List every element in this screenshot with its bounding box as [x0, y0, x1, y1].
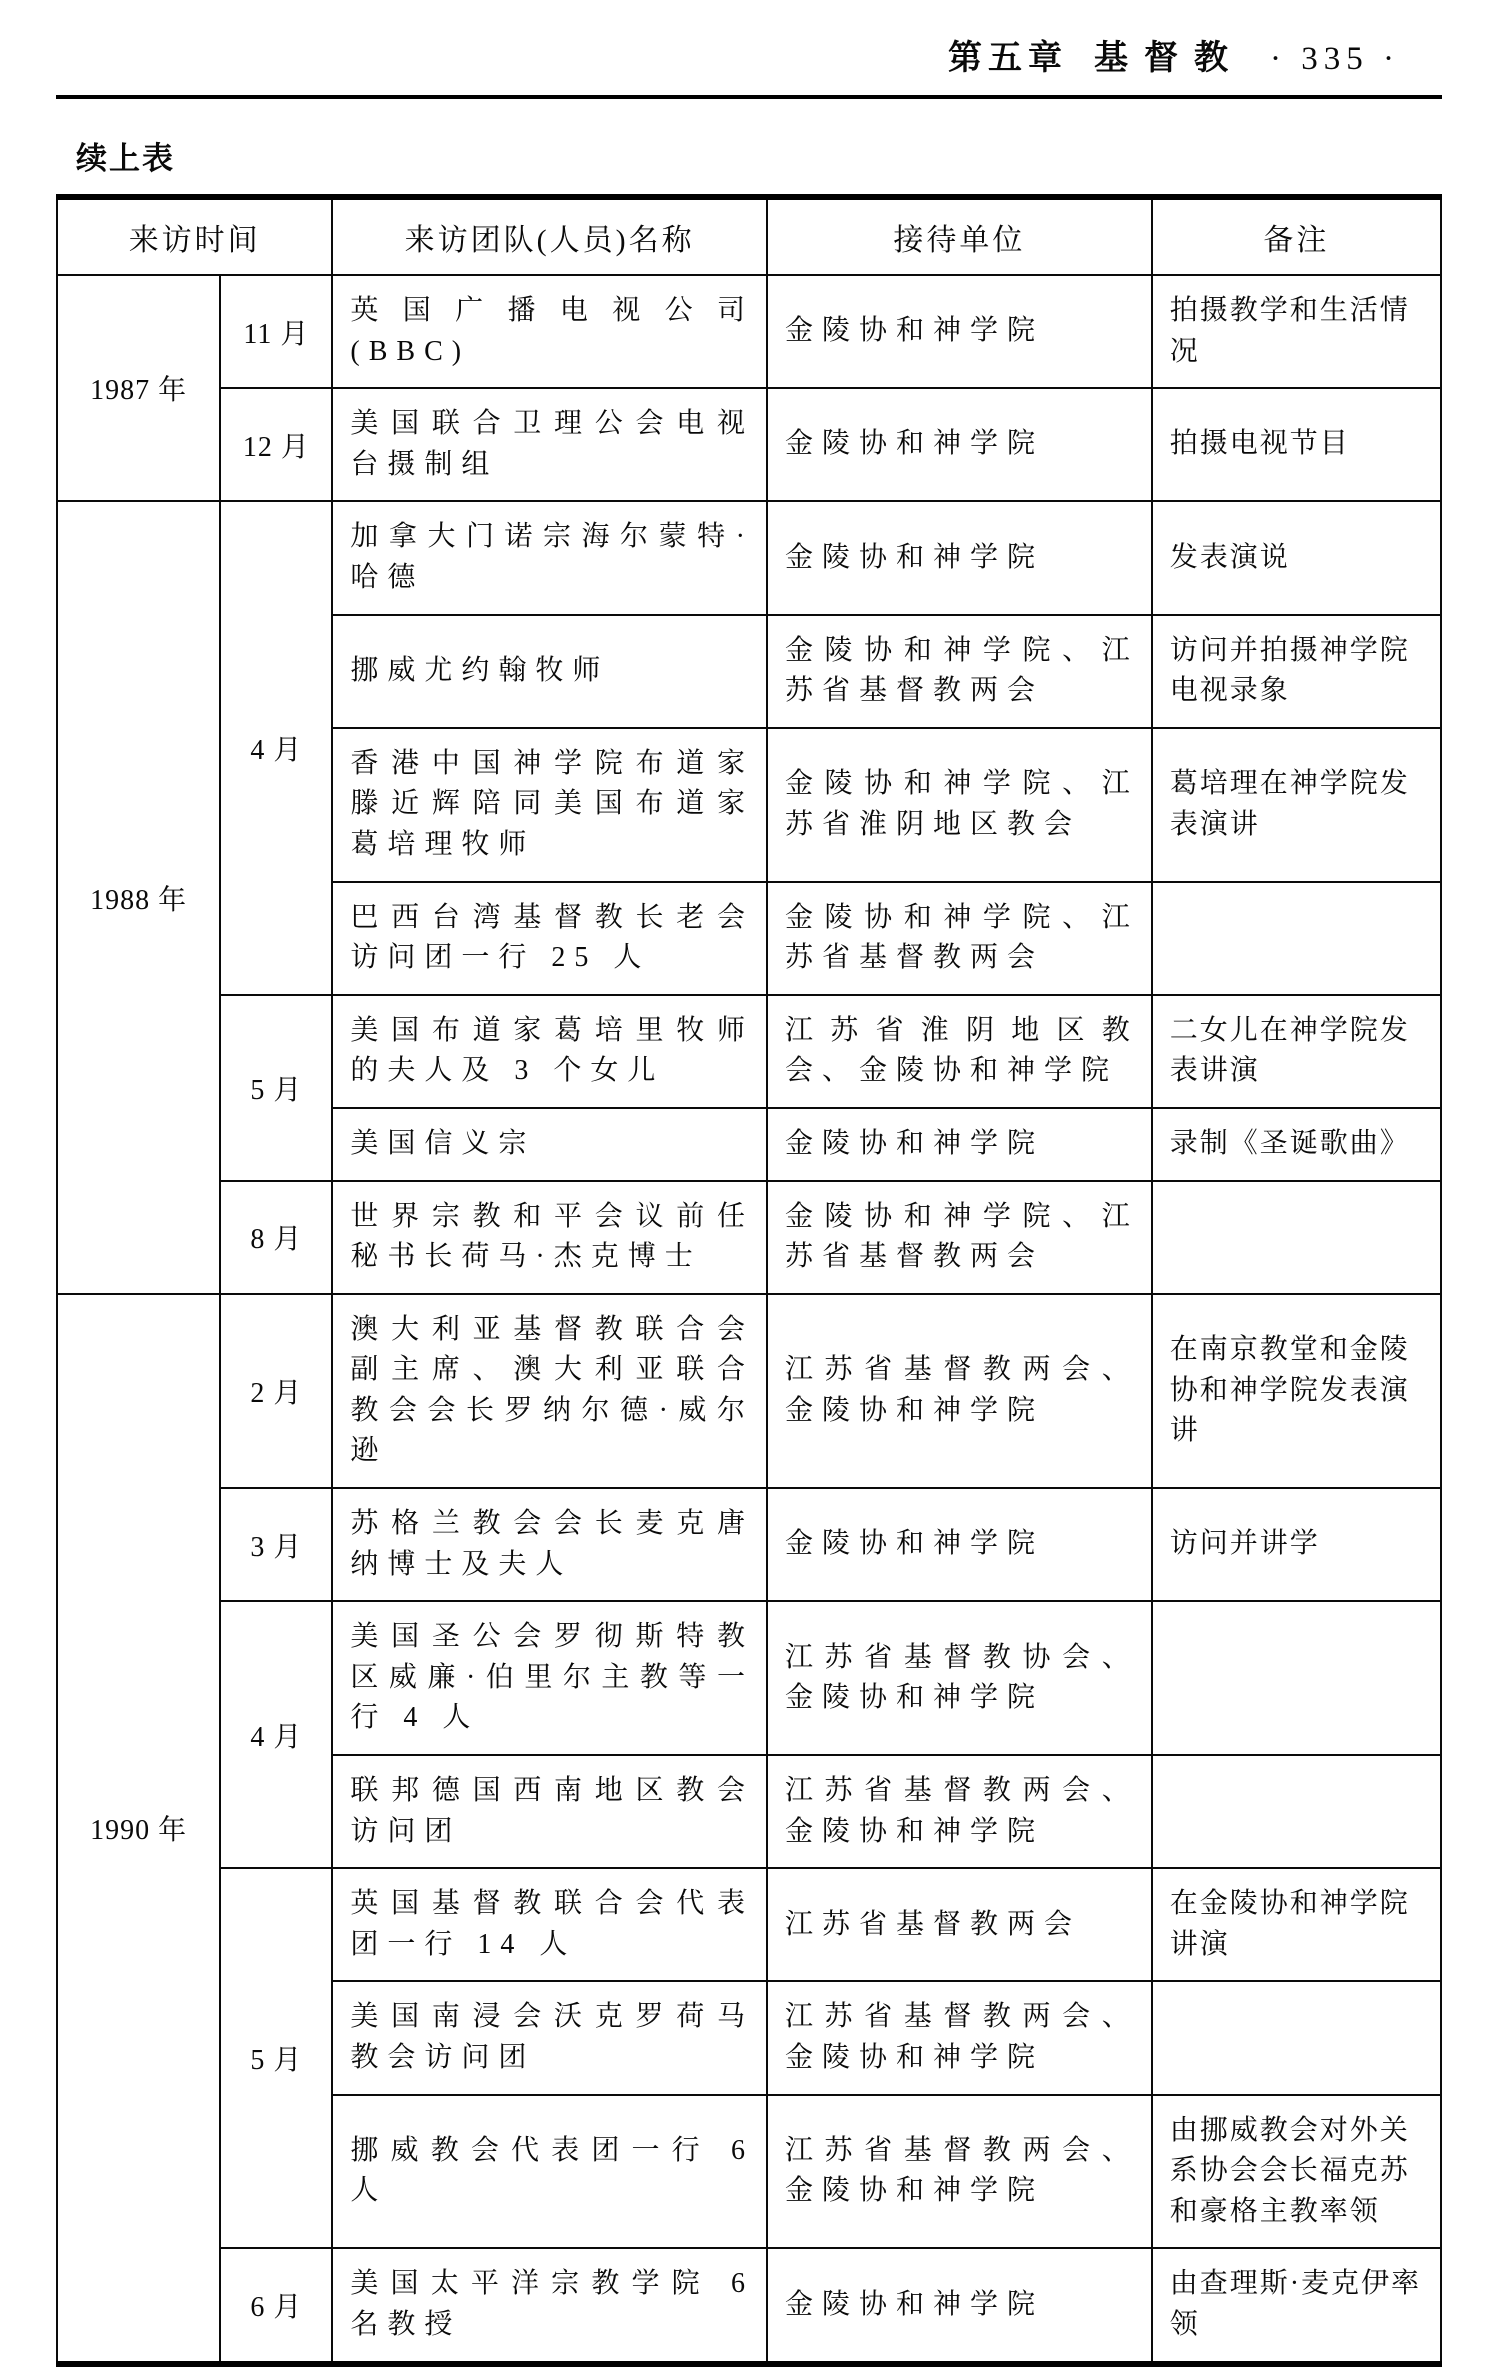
table-row [57, 275, 1441, 388]
month-cell: 2 月 [220, 1294, 332, 1488]
remark-cell: 由挪威教会对外关系协会会长福克苏和豪格主教率领 [1152, 2095, 1441, 2249]
month-cell: 4 月 [220, 1601, 332, 1868]
remark-cell: 发表演说 [1152, 501, 1441, 614]
group-name-cell: 美国信义宗 [332, 1108, 767, 1181]
remark-cell: 访问并讲学 [1152, 1488, 1441, 1601]
group-name-cell: 巴西台湾基督教长老会访问团一行 25 人 [332, 882, 767, 995]
table-row [57, 1181, 1441, 1294]
month-cell: 5 月 [220, 1868, 332, 2248]
table-row [57, 388, 1441, 501]
month-cell: 12 月 [220, 388, 332, 501]
column-header-remark: 备注 [1152, 197, 1441, 275]
group-name-cell: 世界宗教和平会议前任秘书长荷马·杰克博士 [332, 1181, 767, 1294]
group-name-cell: 英国广播电视公司(BBC) [332, 275, 767, 388]
running-head [56, 30, 1442, 79]
table-row [57, 1294, 1441, 1488]
year-cell: 1990 年 [57, 1294, 220, 2364]
remark-cell: 录制《圣诞歌曲》 [1152, 1108, 1441, 1181]
visits-table [56, 194, 1442, 2367]
visits-table-header [57, 197, 1441, 275]
host-unit-cell: 金陵协和神学院、江苏省淮阴地区教会 [767, 728, 1152, 882]
host-unit-cell: 金陵协和神学院 [767, 1108, 1152, 1181]
month-cell: 3 月 [220, 1488, 332, 1601]
table-row [57, 2248, 1441, 2363]
column-header-group-name: 来访团队(人员)名称 [332, 197, 767, 275]
month-cell: 6 月 [220, 2248, 332, 2363]
month-cell: 5 月 [220, 995, 332, 1181]
host-unit-cell: 江苏省基督教两会、金陵协和神学院 [767, 1294, 1152, 1488]
host-unit-cell: 江苏省基督教两会 [767, 1868, 1152, 1981]
host-unit-cell: 江苏省基督教两会、金陵协和神学院 [767, 2095, 1152, 2249]
host-unit-cell: 金陵协和神学院 [767, 275, 1152, 388]
group-name-cell: 美国南浸会沃克罗荷马教会访问团 [332, 1981, 767, 2094]
host-unit-cell: 江苏省基督教两会、金陵协和神学院 [767, 1755, 1152, 1868]
group-name-cell: 澳大利亚基督教联合会副主席、澳大利亚联合教会会长罗纳尔德·威尔逊 [332, 1294, 767, 1488]
remark-cell [1152, 1181, 1441, 1294]
column-header-host-unit: 接待单位 [767, 197, 1152, 275]
remark-cell [1152, 882, 1441, 995]
remark-cell: 在金陵协和神学院讲演 [1152, 1868, 1441, 1981]
table-row [57, 1868, 1441, 1981]
column-header-visit-time: 来访时间 [57, 197, 332, 275]
remark-cell: 葛培理在神学院发表演讲 [1152, 728, 1441, 882]
host-unit-cell: 金陵协和神学院、江苏省基督教两会 [767, 615, 1152, 728]
group-name-cell: 英国基督教联合会代表团一行 14 人 [332, 1868, 767, 1981]
table-continuation-note: 续上表 [76, 141, 175, 176]
remark-cell: 由查理斯·麦克伊率领 [1152, 2248, 1441, 2363]
host-unit-cell: 江苏省基督教两会、金陵协和神学院 [767, 1981, 1152, 2094]
month-cell: 8 月 [220, 1181, 332, 1294]
table-row [57, 1601, 1441, 1755]
group-name-cell: 美国联合卫理公会电视台摄制组 [332, 388, 767, 501]
remark-cell: 拍摄教学和生活情况 [1152, 275, 1441, 388]
remark-cell: 访问并拍摄神学院电视录象 [1152, 615, 1441, 728]
group-name-cell: 加拿大门诺宗海尔蒙特·哈德 [332, 501, 767, 614]
group-name-cell: 美国圣公会罗彻斯特教区威廉·伯里尔主教等一行 4 人 [332, 1601, 767, 1755]
host-unit-cell: 金陵协和神学院、江苏省基督教两会 [767, 1181, 1152, 1294]
remark-cell [1152, 1755, 1441, 1868]
host-unit-cell: 金陵协和神学院 [767, 2248, 1152, 2363]
chapter-title: 基督教 [1094, 39, 1245, 77]
year-cell: 1987 年 [57, 275, 220, 501]
table-row [57, 501, 1441, 614]
group-name-cell: 联邦德国西南地区教会访问团 [332, 1755, 767, 1868]
host-unit-cell: 金陵协和神学院 [767, 501, 1152, 614]
group-name-cell: 美国太平洋宗教学院 6 名教授 [332, 2248, 767, 2363]
header-row [57, 197, 1441, 275]
host-unit-cell: 金陵协和神学院 [767, 388, 1152, 501]
table-row [57, 995, 1441, 1108]
table-row [57, 1488, 1441, 1601]
visits-table-body [57, 275, 1441, 2364]
host-unit-cell: 金陵协和神学院、江苏省基督教两会 [767, 882, 1152, 995]
group-name-cell: 苏格兰教会会长麦克唐纳博士及夫人 [332, 1488, 767, 1601]
chapter-label: 第五章 [948, 39, 1069, 77]
remark-cell: 在南京教堂和金陵协和神学院发表演讲 [1152, 1294, 1441, 1488]
year-cell: 1988 年 [57, 501, 220, 1293]
header-divider [56, 95, 1442, 99]
group-name-cell: 美国布道家葛培里牧师的夫人及 3 个女儿 [332, 995, 767, 1108]
host-unit-cell: 金陵协和神学院 [767, 1488, 1152, 1601]
group-name-cell: 挪威教会代表团一行 6 人 [332, 2095, 767, 2249]
group-name-cell: 香港中国神学院布道家滕近辉陪同美国布道家葛培理牧师 [332, 728, 767, 882]
remark-cell: 二女儿在神学院发表讲演 [1152, 995, 1441, 1108]
remark-cell [1152, 1601, 1441, 1755]
page-number: · 335 · [1270, 41, 1400, 77]
remark-cell [1152, 1981, 1441, 2094]
month-cell: 4 月 [220, 501, 332, 994]
remark-cell: 拍摄电视节目 [1152, 388, 1441, 501]
month-cell: 11 月 [220, 275, 332, 388]
host-unit-cell: 江苏省基督教协会、金陵协和神学院 [767, 1601, 1152, 1755]
host-unit-cell: 江苏省淮阴地区教会、金陵协和神学院 [767, 995, 1152, 1108]
group-name-cell: 挪威尤约翰牧师 [332, 615, 767, 728]
